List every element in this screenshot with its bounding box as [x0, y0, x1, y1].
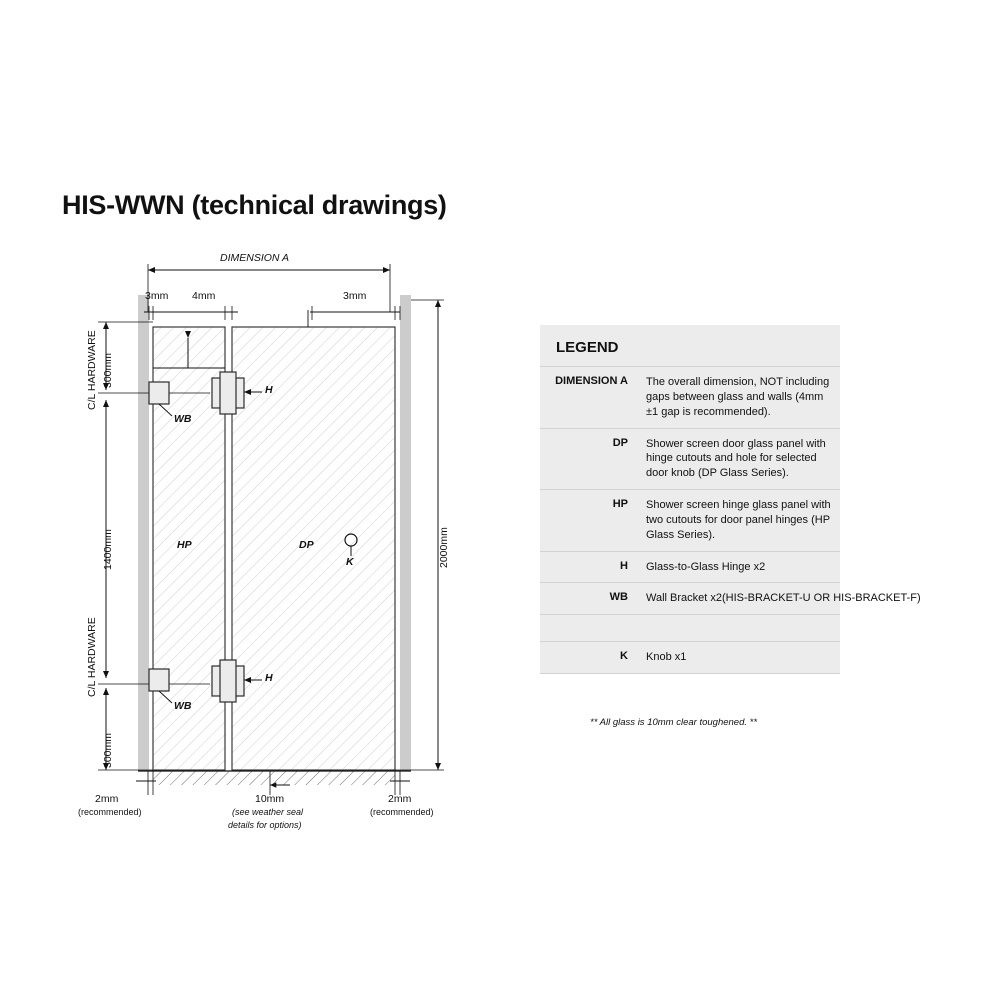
- knob-label: K: [346, 556, 354, 568]
- legend-title: LEGEND: [540, 325, 840, 367]
- bottom-mid-dim-label: 10mm: [255, 793, 285, 805]
- bottom-left-note: (recommended): [78, 807, 142, 817]
- bracket-bottom-label: WB: [174, 700, 192, 712]
- legend-key: H: [620, 559, 628, 572]
- legend-row: [540, 583, 921, 615]
- legend-row: [540, 552, 840, 584]
- dimension-a-label: DIMENSION A: [220, 252, 290, 264]
- gap-mid-label: 4mm: [192, 290, 216, 302]
- legend-value: Knob x1: [646, 651, 687, 664]
- bottom-right-dim-label: 2mm: [388, 793, 412, 805]
- cl-hardware-top-label: C/L HARDWARE: [86, 330, 98, 410]
- legend-row: [540, 642, 840, 674]
- technical-drawing: [60, 250, 480, 840]
- legend-row: [540, 367, 840, 429]
- legend-key-empty: [540, 615, 638, 641]
- legend-value-empty: [638, 615, 840, 641]
- bottom-cl-dim-label: 300mm: [102, 732, 114, 768]
- panel-dp-label: DP: [299, 539, 314, 551]
- bottom-right-note: (recommended): [370, 807, 434, 817]
- cl-hardware-bottom-label: C/L HARDWARE: [86, 617, 98, 697]
- legend-row: [540, 490, 840, 552]
- legend-row: [540, 429, 840, 491]
- legend-panel: [540, 325, 921, 728]
- legend-key: K: [620, 650, 628, 663]
- drawing-svg: [60, 250, 480, 840]
- legend-value: Glass-to-Glass Hinge x2: [646, 560, 766, 573]
- hinge-bottom-label: H: [265, 672, 273, 684]
- panel-hp-label: HP: [177, 539, 192, 551]
- top-cl-dim-label: 300mm: [102, 352, 114, 388]
- legend-value: Shower screen hinge glass panel with two cutouts for door panel hinges (HP Glass Series).: [646, 499, 831, 541]
- legend-row-spacer: [540, 615, 840, 642]
- legend-value: Shower screen door glass panel with hinge cutouts and hole for selected door knob (DP Glass Series).: [646, 437, 826, 480]
- legend-key: DIMENSION A: [555, 375, 628, 387]
- legend-value: Wall Bracket x2(HIS-BRACKET-U OR HIS-BRACKET-F): [646, 592, 921, 605]
- legend-value: The overall dimension, NOT including gaps between glass and walls (4mm ±1 gap is recommended).: [646, 376, 830, 418]
- gap-left-label: 3mm: [145, 290, 169, 302]
- bottom-mid-note-2: details for options): [228, 820, 302, 830]
- gap-right-label: 3mm: [343, 290, 367, 302]
- bracket-top-label: WB: [174, 413, 192, 425]
- bottom-mid-note-1: (see weather seal: [232, 807, 304, 817]
- legend-key: WB: [609, 591, 628, 604]
- hinge-top-label: H: [265, 384, 273, 396]
- middle-height-label: 1400mm: [102, 529, 114, 570]
- legend-key: DP: [612, 436, 628, 449]
- legend-note: ** All glass is 10mm clear toughened. **: [590, 717, 758, 728]
- legend-key: HP: [612, 498, 628, 511]
- page-title: HIS-WWN (technical drawings): [62, 190, 447, 220]
- overall-height-label: 2000mm: [438, 527, 450, 568]
- bottom-left-dim-label: 2mm: [95, 793, 119, 805]
